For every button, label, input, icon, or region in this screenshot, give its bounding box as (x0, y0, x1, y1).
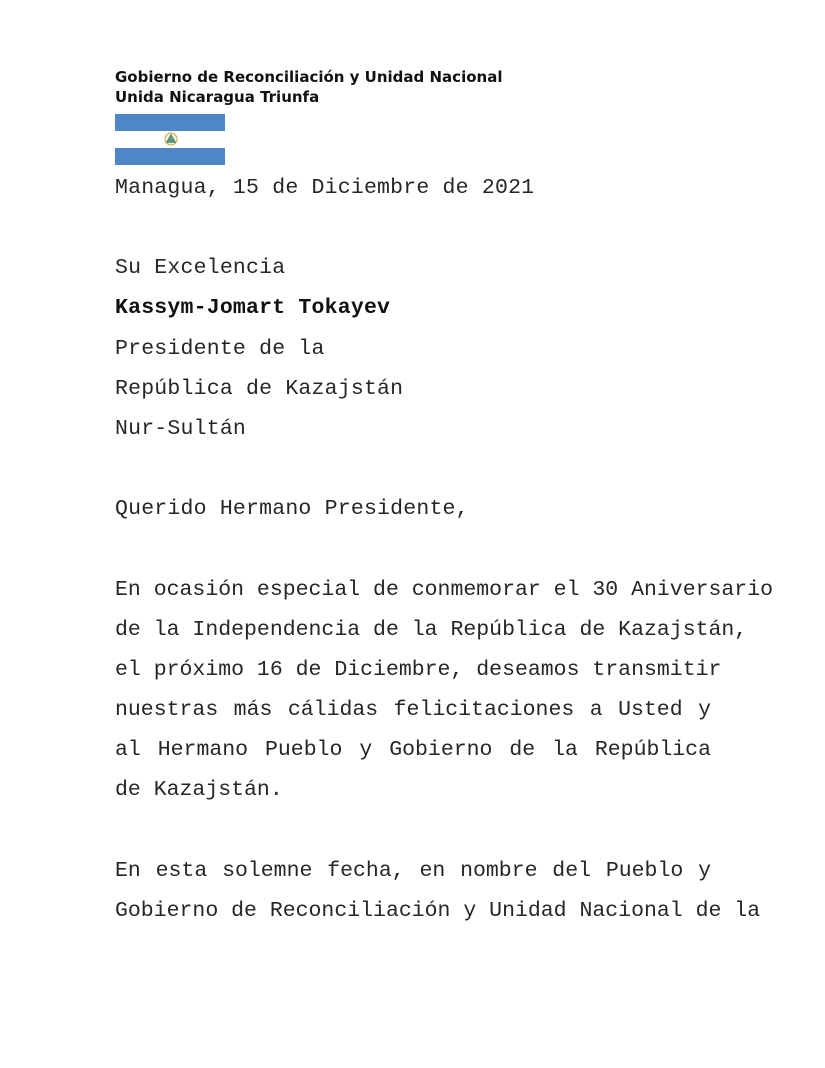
flag-top-band (115, 114, 225, 131)
letterhead-government-name: Gobierno de Reconciliación y Unidad Nacional (115, 68, 503, 86)
recipient-position-line1: Presidente de la (115, 337, 325, 361)
paragraph-line: el próximo 16 de Diciembre, deseamos transmitir (115, 658, 722, 682)
letterhead-motto: Unida Nicaragua Triunfa (115, 88, 320, 106)
recipient-title: Su Excelencia (115, 256, 286, 280)
recipient-city: Nur-Sultán (115, 417, 247, 441)
coat-of-arms-icon (164, 132, 178, 146)
recipient-name: Kassym-Jomart Tokayev (115, 296, 391, 320)
flag-middle-band (115, 131, 225, 148)
paragraph-line: de Kazajstán. (115, 778, 283, 802)
paragraph-line: al Hermano Pueblo y Gobierno de la República (115, 738, 711, 762)
letterhead (115, 67, 502, 107)
letter-greeting: Querido Hermano Presidente, (115, 497, 469, 521)
letter-date: Managua, 15 de Diciembre de 2021 (115, 176, 535, 200)
flag-bottom-band (115, 148, 225, 165)
paragraph-anniversary (115, 570, 774, 810)
paragraph-line: de la Independencia de la República de Kazajstán, (115, 618, 748, 642)
paragraph-line: En ocasión especial de conmemorar el 30 Aniversario (115, 578, 774, 602)
paragraph-solemn-date (115, 851, 761, 931)
paragraph-line: nuestras más cálidas felicitaciones a Usted y (115, 698, 711, 722)
paragraph-line: En esta solemne fecha, en nombre del Pueblo y (115, 859, 711, 883)
paragraph-line: Gobierno de Reconciliación y Unidad Nacional de la (115, 899, 761, 923)
nicaragua-flag (115, 114, 225, 165)
recipient-position-line2: República de Kazajstán (115, 377, 404, 401)
